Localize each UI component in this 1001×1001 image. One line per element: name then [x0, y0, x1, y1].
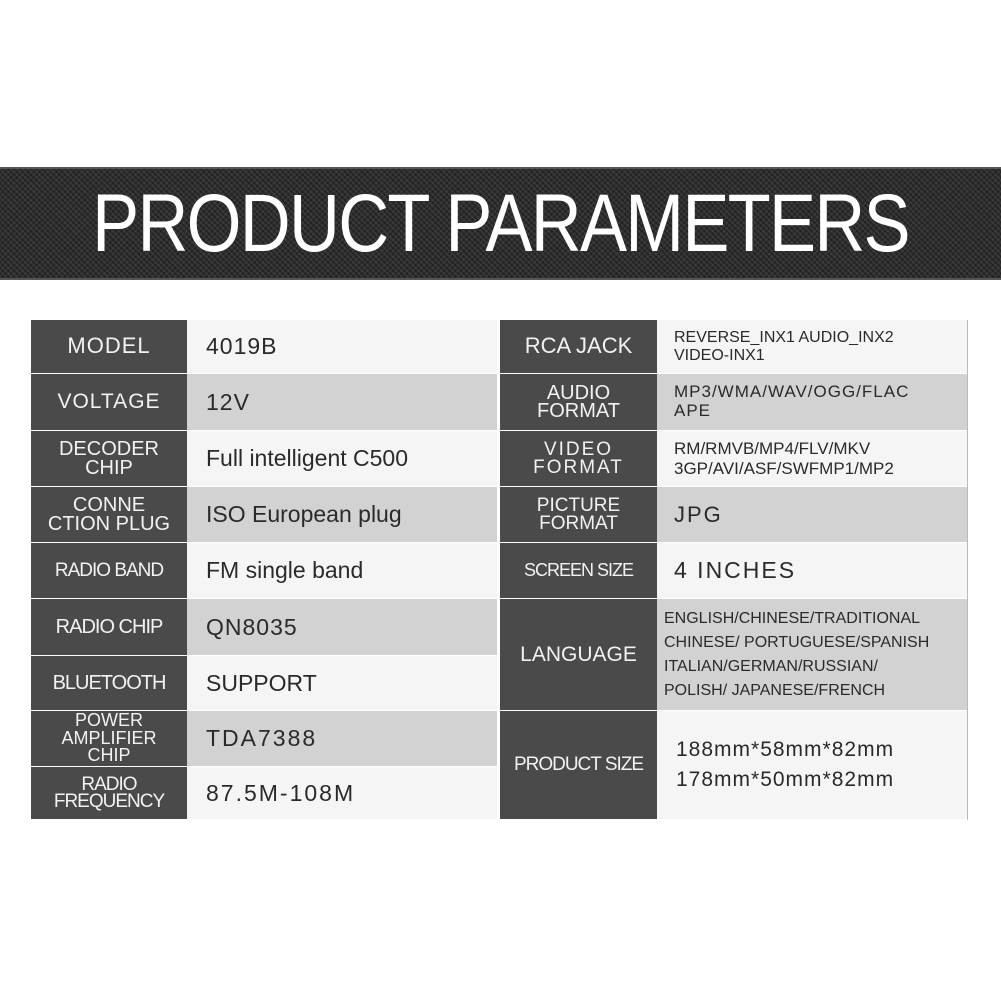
value-video-format: RM/RMVB/MP4/FLV/MKV 3GP/AVI/ASF/SWFMP1/MP2	[657, 431, 967, 487]
value-product-size: 188mm*58mm*82mm 178mm*50mm*82mm	[657, 711, 967, 820]
table-row-video-format	[500, 431, 967, 487]
label-voltage: VOLTAGE	[31, 374, 187, 431]
table-row-model	[31, 320, 497, 374]
table-row-product-size	[500, 711, 967, 820]
value-radio-band: FM single band	[187, 543, 497, 599]
page-title: PRODUCT PARAMETERS	[92, 178, 909, 269]
table-row-picture-format	[500, 487, 967, 543]
parameters-table-right	[500, 320, 968, 820]
value-radio-frequency: 87.5M-108M	[187, 767, 497, 820]
label-screen-size: SCREEN SIZE	[500, 543, 657, 599]
label-bluetooth: BLUETOOTH	[31, 656, 187, 711]
label-model: MODEL	[31, 320, 187, 374]
label-decoder-chip: DECODER CHIP	[31, 431, 187, 487]
label-power-amplifier-chip: POWER AMPLIFIER CHIP	[31, 711, 187, 767]
table-row-radio-chip	[31, 599, 497, 656]
label-audio-format: AUDIO FORMAT	[500, 374, 657, 431]
label-radio-chip: RADIO CHIP	[31, 599, 187, 656]
label-picture-format: PICTURE FORMAT	[500, 487, 657, 543]
label-product-size: PRODUCT SIZE	[500, 711, 657, 820]
table-row-power-amplifier-chip	[31, 711, 497, 767]
value-radio-chip: QN8035	[187, 599, 497, 656]
value-power-amplifier-chip: TDA7388	[187, 711, 497, 767]
value-picture-format: JPG	[657, 487, 967, 543]
value-language: ENGLISH/CHINESE/TRADITIONAL CHINESE/ PORTUGUESE/SPANISH ITALIAN/GERMAN/RUSSIAN/ POLISH/ JAPANESE/FRENCH	[657, 599, 967, 711]
label-radio-frequency: RADIO FREQUENCY	[31, 767, 187, 820]
label-radio-band: RADIO BAND	[31, 543, 187, 599]
label-connection-plug: CONNE CTION PLUG	[31, 487, 187, 543]
label-rca-jack: RCA JACK	[500, 320, 657, 374]
value-decoder-chip: Full intelligent C500	[187, 431, 497, 487]
table-row-radio-band	[31, 543, 497, 599]
table-row-rca-jack	[500, 320, 967, 374]
parameters-table-left	[31, 320, 497, 820]
value-screen-size: 4 INCHES	[657, 543, 967, 599]
table-row-bluetooth	[31, 656, 497, 711]
value-bluetooth: SUPPORT	[187, 656, 497, 711]
table-row-connection-plug	[31, 487, 497, 543]
table-row-audio-format	[500, 374, 967, 431]
label-video-format: VIDEO FORMAT	[500, 431, 657, 487]
table-row-screen-size	[500, 543, 967, 599]
value-voltage: 12V	[187, 374, 497, 431]
value-audio-format: MP3/WMA/WAV/OGG/FLAC APE	[657, 374, 967, 431]
table-row-voltage	[31, 374, 497, 431]
table-row-decoder-chip	[31, 431, 497, 487]
label-language: LANGUAGE	[500, 599, 657, 711]
table-row-language	[500, 599, 967, 711]
value-connection-plug: ISO European plug	[187, 487, 497, 543]
value-rca-jack: REVERSE_INX1 AUDIO_INX2 VIDEO-INX1	[657, 320, 967, 374]
title-banner	[0, 167, 1001, 280]
value-model: 4019B	[187, 320, 497, 374]
table-row-radio-frequency	[31, 767, 497, 820]
